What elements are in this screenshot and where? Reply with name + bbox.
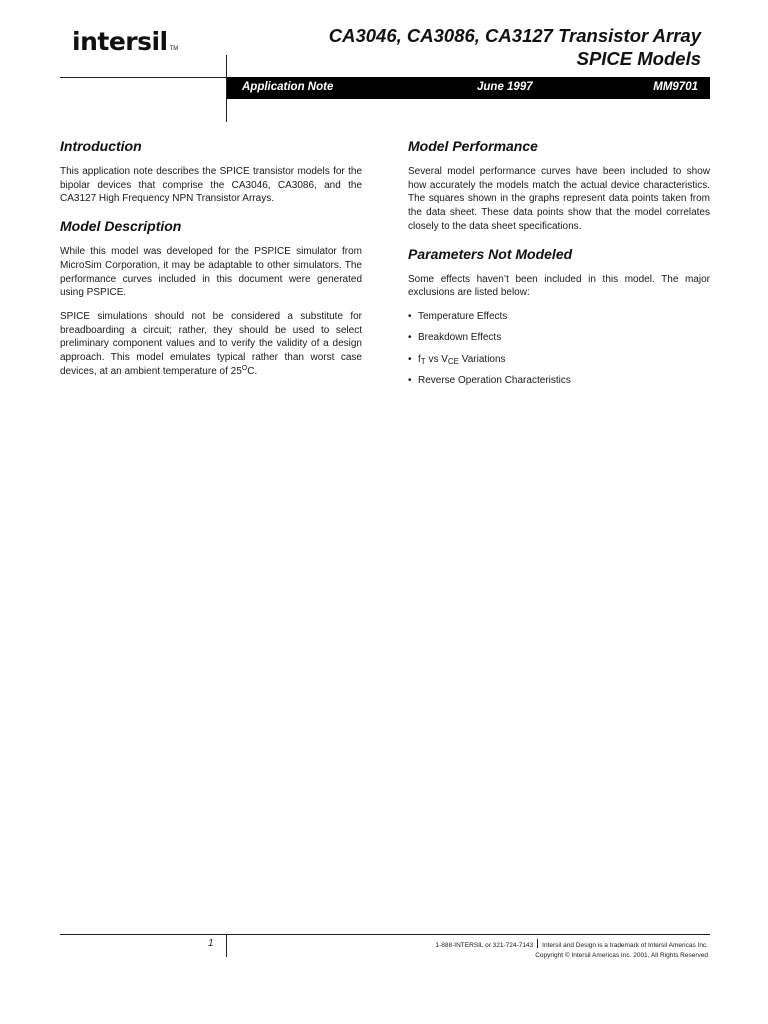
banner-doc-type: Application Note bbox=[242, 81, 334, 93]
variations-text: Variations bbox=[459, 353, 506, 365]
vs-v-text: vs V bbox=[425, 353, 448, 365]
title-line-2: SPICE Models bbox=[576, 48, 701, 69]
title-line-1: CA3046, CA3086, CA3127 Transistor Array bbox=[328, 25, 701, 46]
page-number: 1 bbox=[208, 938, 214, 949]
list-item bbox=[408, 353, 710, 366]
header-banner bbox=[227, 77, 710, 99]
footer-rule bbox=[60, 934, 710, 935]
banner-date: June 1997 bbox=[477, 81, 533, 93]
exclusions-list bbox=[408, 310, 710, 388]
footer-line-1 bbox=[435, 939, 708, 951]
model-description-paragraph-1: While this model was developed for the PSPICE simulator from MicroSim Corporation, it may be adaptable to other simulators. The performance curves included in this document were generated using PSPICE. bbox=[60, 246, 362, 299]
document-title bbox=[329, 24, 701, 70]
logo-trademark: TM bbox=[169, 46, 179, 52]
model-performance-heading: Model Performance bbox=[408, 138, 538, 154]
vce-subscript: CE bbox=[447, 356, 460, 366]
list-item: • Temperature Effects bbox=[408, 310, 710, 323]
left-column bbox=[60, 138, 362, 390]
footer-text bbox=[435, 939, 708, 961]
model-performance-section bbox=[408, 138, 710, 234]
parameters-not-modeled-text: Some effects haven’t been included in this model. The major exclusions are listed below: bbox=[408, 273, 710, 299]
footer-trademark: Intersil and Design is a trademark of Intersil Americas Inc. bbox=[542, 942, 708, 949]
ft-symbol: f bbox=[418, 353, 421, 365]
banner-doc-number: MM9701 bbox=[653, 81, 698, 93]
parameters-not-modeled-heading: Parameters Not Modeled bbox=[408, 245, 573, 262]
intersil-logo bbox=[72, 22, 222, 62]
logo-wordmark: intersil bbox=[72, 27, 168, 56]
footer-copyright: Copyright © Intersil Americas Inc. 2001, All Rights Reserved bbox=[535, 952, 708, 959]
introduction-section bbox=[60, 138, 362, 206]
footer-vertical-rule bbox=[226, 934, 227, 957]
degree-superscript: O bbox=[241, 364, 248, 372]
introduction-text: This application note describes the SPICE transistor models for the bipolar devices that comprise the CA3046, CA3086, and the CA3127 High Frequency NPN Transistor Arrays. bbox=[60, 166, 362, 205]
list-item: • Reverse Operation Characteristics bbox=[408, 374, 710, 387]
model-description-section bbox=[60, 218, 362, 378]
paragraph-2-text: SPICE simulations should not be considered a substitute for breadboarding a circuit; rather, they should be used to select preliminary component values and to verify the validity of a design approach. This model emulates typical rather than worst case devices, at an ambient temperature of 25 bbox=[60, 310, 362, 377]
parameters-not-modeled-section bbox=[408, 246, 710, 388]
model-description-paragraph-2 bbox=[60, 310, 362, 379]
introduction-heading: Introduction bbox=[60, 138, 142, 154]
model-performance-text: Several model performance curves have been included to show how accurately the models match the actual device characteristics. The squares shown in the graphs represent data points taken from the data sheet. These data points show that the model correlates closely to the data sheet specifications. bbox=[408, 166, 710, 232]
ft-subscript: T bbox=[420, 356, 426, 366]
footer-separator bbox=[537, 939, 538, 948]
model-description-heading: Model Description bbox=[60, 218, 182, 235]
paragraph-2-end: C. bbox=[247, 365, 258, 377]
right-column bbox=[408, 138, 710, 399]
list-item: • Breakdown Effects bbox=[408, 331, 710, 344]
footer-phone: 1-888-INTERSIL or 321-724-7143 bbox=[435, 942, 534, 949]
